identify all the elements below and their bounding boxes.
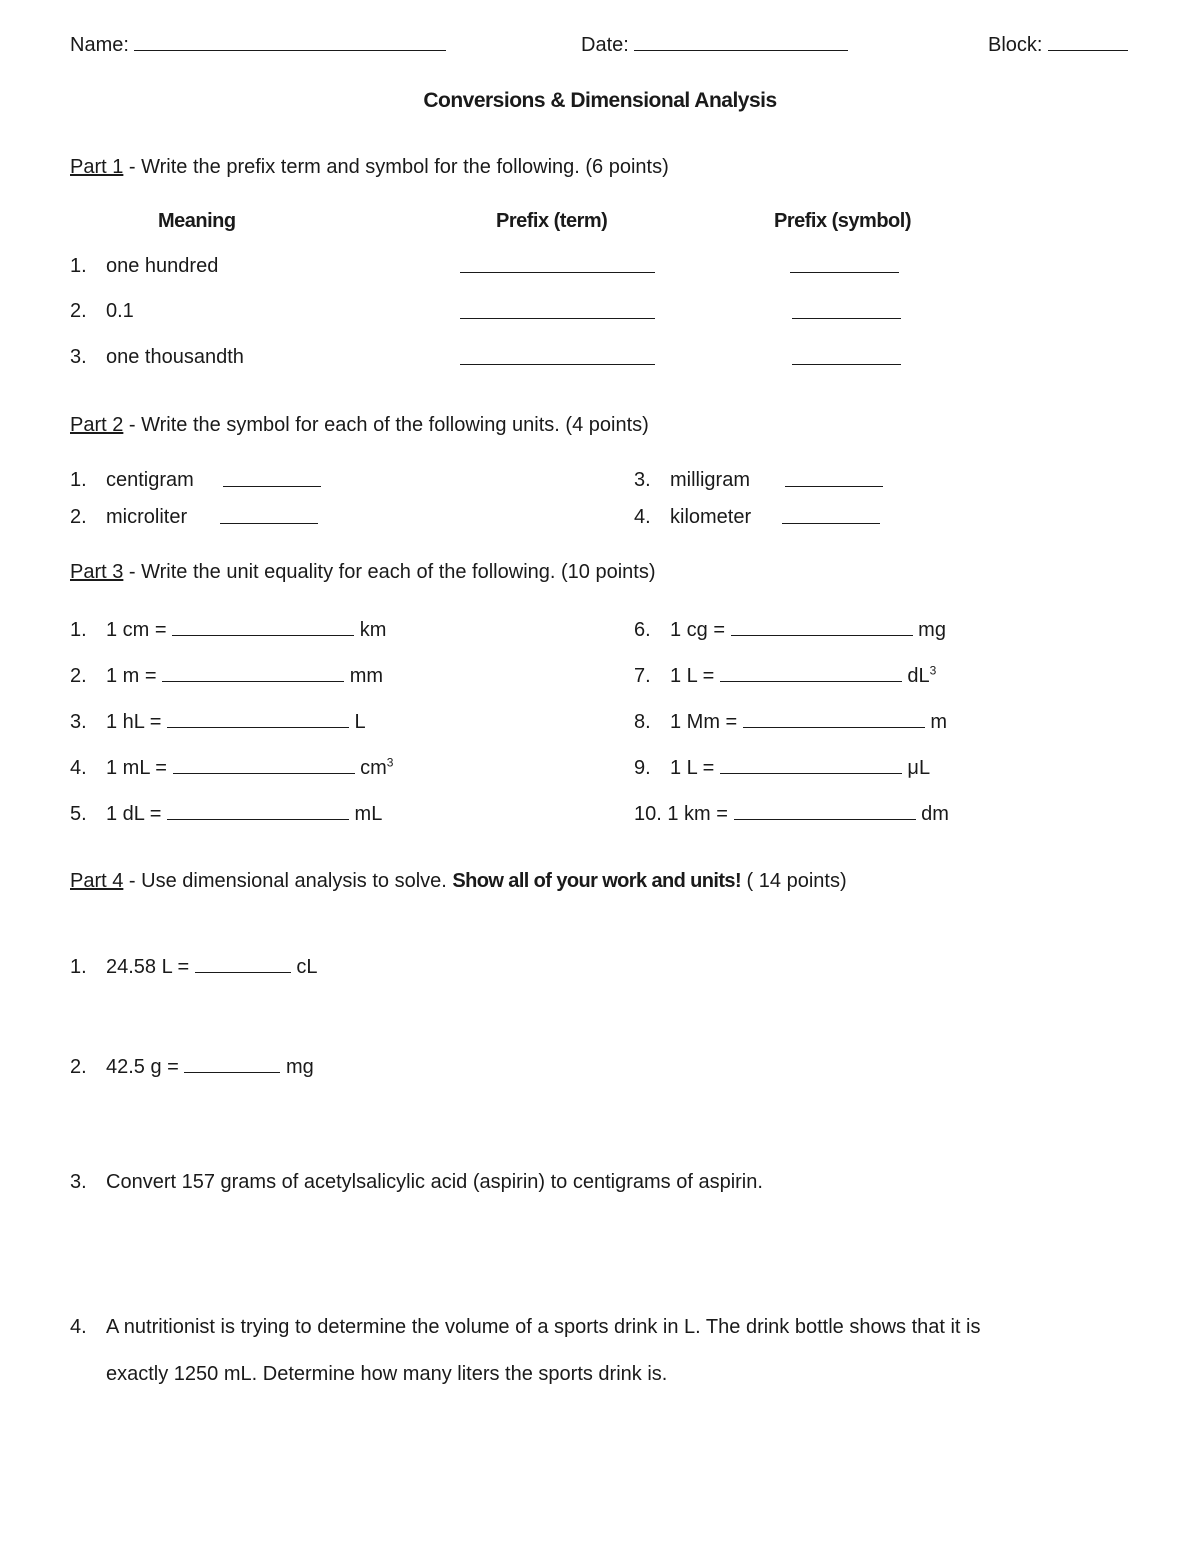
equality-lhs: 1 m = [106, 665, 157, 687]
problem-unit: cL [296, 956, 318, 978]
part2-heading [70, 413, 649, 437]
part3-label: Part 3 [70, 561, 124, 583]
item-text: microliter [106, 506, 188, 528]
name-blank[interactable] [134, 32, 446, 51]
equality-unit: dm [921, 803, 949, 825]
item-number: 1. [70, 469, 87, 491]
part2-item [70, 468, 194, 492]
equality-item [70, 663, 383, 688]
item-number: 7. [634, 665, 651, 687]
part2-item [70, 505, 187, 529]
date-blank[interactable] [634, 32, 848, 51]
part4-label: Part 4 [70, 870, 124, 892]
part3-instruction: - Write the unit equality for each of the following. (10 points) [123, 561, 656, 583]
item-number: 3. [634, 469, 651, 491]
equality-item [70, 709, 366, 734]
item-number: 4. [70, 757, 87, 779]
problem-1 [70, 954, 317, 979]
part4-instruction: - Use dimensional analysis to solve. [123, 870, 453, 892]
equality-blank[interactable] [162, 663, 344, 682]
equality-unit: km [359, 619, 387, 641]
item-number: 2. [70, 300, 87, 322]
name-field[interactable] [70, 32, 446, 57]
equality-lhs: 1 hL = [106, 711, 162, 733]
item-text: milligram [670, 469, 750, 491]
date-label: Date: [581, 34, 629, 56]
part4-points: ( 14 points) [741, 870, 847, 892]
problem-4 [70, 1315, 981, 1339]
item-number: 3. [70, 346, 87, 368]
equality-item [634, 663, 936, 688]
part2-instruction: - Write the symbol for each of the following units. (4 points) [123, 414, 649, 436]
answer-blank[interactable] [184, 1054, 280, 1073]
unit-symbol-blank[interactable] [785, 486, 883, 487]
item-text: one thousandth [106, 346, 244, 368]
part1-instruction: - Write the prefix term and symbol for the following. (6 points) [123, 156, 669, 178]
unit-symbol-blank[interactable] [223, 486, 321, 487]
prefix-symbol-blank[interactable] [792, 364, 901, 365]
equality-unit: μL [907, 757, 931, 779]
part4-emphasis: Show all of your work and units! [452, 870, 741, 892]
problem-lhs: 24.58 L = [106, 956, 190, 978]
part1-item [70, 254, 218, 278]
item-number: 10. [634, 803, 662, 825]
equality-lhs: 1 km = [667, 803, 728, 825]
equality-item [70, 617, 386, 642]
equality-blank[interactable] [731, 617, 913, 636]
equality-lhs: 1 Mm = [670, 711, 738, 733]
col-meaning: Meaning [158, 210, 236, 232]
prefix-term-blank[interactable] [460, 318, 655, 319]
problem-3 [70, 1170, 763, 1194]
part3-heading [70, 560, 656, 584]
item-number: 3. [70, 1171, 87, 1193]
block-blank[interactable] [1048, 32, 1128, 51]
equality-lhs: 1 mL = [106, 757, 167, 779]
col-prefix-symbol: Prefix (symbol) [774, 210, 911, 232]
equality-unit: m [930, 711, 948, 733]
equality-unit: mL [354, 803, 383, 825]
item-number: 4. [70, 1316, 87, 1338]
prefix-term-blank[interactable] [460, 364, 655, 365]
col-prefix-term: Prefix (term) [496, 210, 608, 232]
block-field[interactable] [988, 32, 1128, 57]
item-number: 6. [634, 619, 651, 641]
equality-lhs: 1 dL = [106, 803, 162, 825]
problem-4-continued: exactly 1250 mL. Determine how many liters the sports drink is. [106, 1363, 668, 1385]
part1-item [70, 345, 244, 369]
item-number: 1. [70, 619, 87, 641]
prefix-symbol-blank[interactable] [792, 318, 901, 319]
item-number: 2. [70, 665, 87, 687]
prefix-term-blank[interactable] [460, 272, 655, 273]
date-field[interactable] [581, 32, 848, 57]
equality-blank[interactable] [743, 709, 925, 728]
equality-lhs: 1 L = [670, 665, 715, 687]
equality-blank[interactable] [720, 663, 902, 682]
part1-item [70, 299, 134, 323]
unit-symbol-blank[interactable] [782, 523, 880, 524]
prefix-symbol-blank[interactable] [790, 272, 899, 273]
item-number: 9. [634, 757, 651, 779]
item-number: 2. [70, 1056, 87, 1078]
equality-unit: mg [918, 619, 946, 641]
equality-item [634, 755, 930, 780]
equality-blank[interactable] [720, 755, 902, 774]
equality-blank[interactable] [167, 709, 349, 728]
item-text: one hundred [106, 255, 219, 277]
item-text: centigram [106, 469, 194, 491]
block-label: Block: [988, 34, 1043, 56]
item-number: 5. [70, 803, 87, 825]
problem-text: Convert 157 grams of acetylsalicylic acid (aspirin) to centigrams of aspirin. [106, 1171, 763, 1193]
equality-unit: mm [349, 665, 384, 687]
problem-text: A nutritionist is trying to determine the volume of a sports drink in L. The drink bottle shows that it is [106, 1316, 981, 1338]
unit-exponent: 3 [929, 663, 937, 678]
equality-blank[interactable] [172, 617, 354, 636]
equality-unit: L [354, 711, 366, 733]
item-number: 4. [634, 506, 651, 528]
part1-heading [70, 155, 669, 179]
equality-unit: dL [907, 665, 930, 687]
item-number: 2. [70, 506, 87, 528]
equality-item [70, 801, 382, 826]
problem-unit: mg [285, 1056, 314, 1078]
equality-unit: cm [360, 757, 387, 779]
equality-lhs: 1 cg = [670, 619, 726, 641]
answer-blank[interactable] [195, 954, 291, 973]
part1-label: Part 1 [70, 156, 124, 178]
page-title: Conversions & Dimensional Analysis [423, 89, 777, 112]
part2-item [634, 505, 751, 529]
equality-blank[interactable] [173, 755, 355, 774]
item-text: 0.1 [106, 300, 134, 322]
problem-lhs: 42.5 g = [106, 1056, 179, 1078]
item-number: 1. [70, 956, 87, 978]
equality-item [634, 709, 947, 734]
problem-2 [70, 1054, 314, 1079]
equality-lhs: 1 cm = [106, 619, 167, 641]
part4-heading [70, 869, 847, 893]
item-number: 8. [634, 711, 651, 733]
unit-exponent: 3 [386, 755, 394, 770]
equality-blank[interactable] [734, 801, 916, 820]
equality-item [70, 755, 393, 780]
item-text: kilometer [670, 506, 752, 528]
unit-symbol-blank[interactable] [220, 523, 318, 524]
equality-lhs: 1 L = [670, 757, 715, 779]
equality-item [634, 801, 949, 826]
item-number: 3. [70, 711, 87, 733]
part2-item [634, 468, 750, 492]
part2-label: Part 2 [70, 414, 124, 436]
equality-item [634, 617, 946, 642]
equality-blank[interactable] [167, 801, 349, 820]
name-label: Name: [70, 34, 129, 56]
item-number: 1. [70, 255, 87, 277]
